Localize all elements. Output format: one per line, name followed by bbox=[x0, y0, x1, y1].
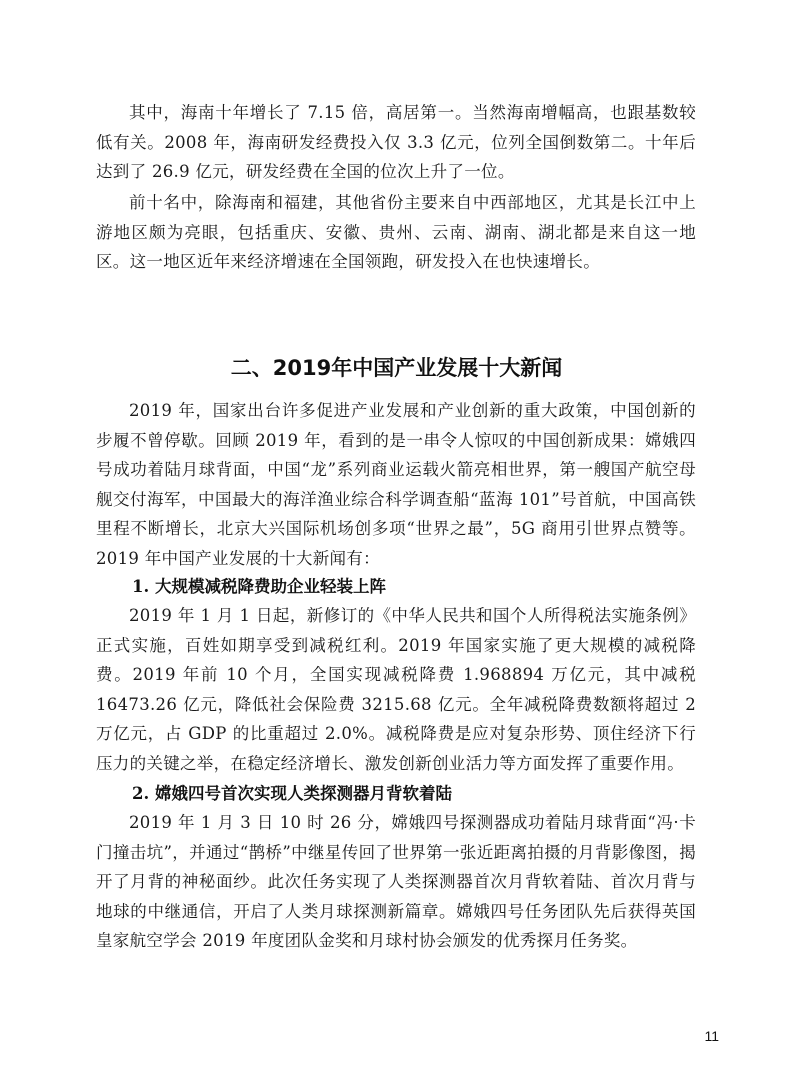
paragraph-hainan-growth: 其中，海南十年增长了 7.15 倍，高居第一。当然海南增幅高，也跟基数较低有关。2008 年，海南研发经费投入仅 3.3 亿元，位列全国倒数第二。十年后达到了 26.9 亿元，研发经费在全国的位次上升了一位。 bbox=[96, 103, 696, 181]
section-title: 二、2019年中国产业发展十大新闻 bbox=[230, 356, 563, 380]
page-number: 11 bbox=[704, 1028, 719, 1044]
news-1-body: 2019 年 1 月 1 日起，新修订的《中华人民共和国个人所得税法实施条例》正式实施，百姓如期享受到减税红利。2019 年国家实施了更大规模的减税降费。2019 年前 10 个月，全国实现减税降费 1.968894 万亿元，其中减税 16473.26 亿元，降低社会保险费 3215.68 亿元。全年减税降费数额将超过 2 万亿元，占 GDP 的比重超过 2.0%。减税降费是应对复杂形势、顶住经济下行压力的关键之举，在稳定经济增长、激发创新创业活力等方面发挥了重要作用。 bbox=[96, 606, 696, 773]
news-2-body: 2019 年 1 月 3 日 10 时 26 分，嫦娥四号探测器成功着陆月球背面“冯·卡门撞击坑”，并通过“鹊桥”中继星传回了世界第一张近距离拍摄的月背影像图，揭开了月背的神秘面纱。此次任务实现了人类探测器首次月背软着陆、首次月背与地球的中继通信，开启了人类月球探测新篇章。嫦娥四号任务团队先后获得英国皇家航空学会 2019 年度团队金奖和月球村协会颁发的优秀探月任务奖。 bbox=[96, 813, 696, 950]
news-2-heading: 2. 嫦娥四号首次实现人类探测器月背软着陆 bbox=[132, 784, 452, 803]
section-intro-paragraph: 2019 年，国家出台许多促进产业发展和产业创新的重大政策，中国创新的步履不曾停歇。回顾 2019 年，看到的是一串令人惊叹的中国创新成果：嫦娥四号成功着陆月球背面，中国“龙”系列商业运载火箭亮相世界，第一艘国产航空母舰交付海军，中国最大的海洋渔业综合科学调查船“蓝海 101”号首航，中国高铁里程不断增长，北京大兴国际机场创多项“世界之最”，5G 商用引世界点赞等。2019 年中国产业发展的十大新闻有： bbox=[96, 401, 696, 568]
news-1-heading: 1. 大规模减税降费助企业轻装上阵 bbox=[132, 577, 386, 596]
paragraph-central-western-regions: 前十名中，除海南和福建，其他省份主要来自中西部地区，尤其是长江中上游地区颇为亮眼，包括重庆、安徽、贵州、云南、湖南、湖北都是来自这一地区。这一地区近年来经济增速在全国领跑，研发投入在也快速增长。 bbox=[96, 193, 696, 271]
